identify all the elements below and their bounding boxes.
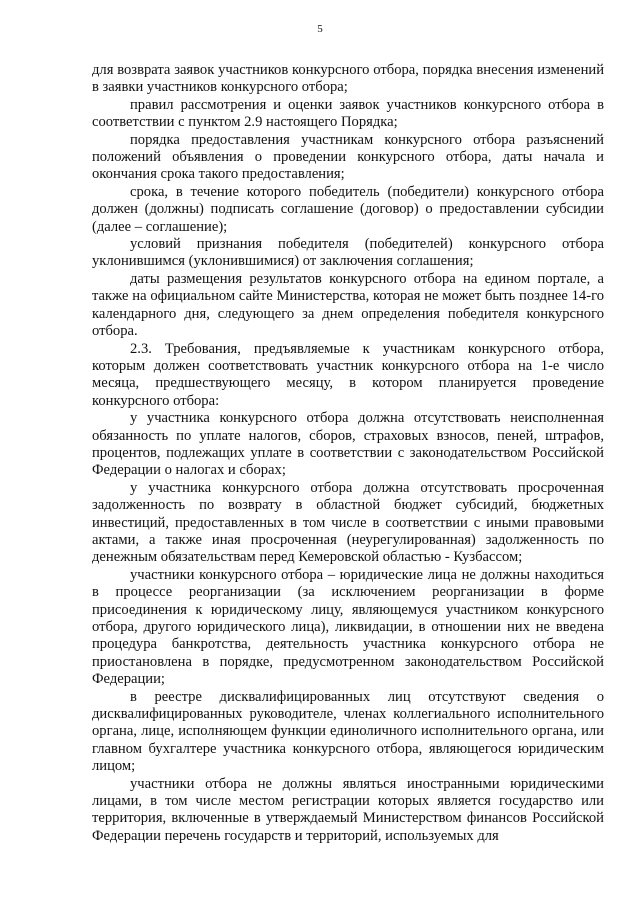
paragraph: для возврата заявок участников конкурсного отбора, порядка внесения изменений в заявки участников конкурсного отбора; bbox=[92, 62, 604, 96]
paragraph: условий признания победителя (победителей) конкурсного отбора уклонившимся (уклонившимися) от заключения соглашения; bbox=[92, 236, 604, 270]
paragraph: правил рассмотрения и оценки заявок участников конкурсного отбора в соответствии с пунктом 2.9 настоящего Порядка; bbox=[92, 96, 604, 131]
paragraph: участники конкурсного отбора – юридические лица не должны находиться в процессе реорганизации (за исключением реорганизации в форме присоединения к юридическому лицу, являющемуся участником конкурсного отбора, другого юридического лица), ликвидации, в отношении них не введена процедура банкротства, деятельность участника конкурсного отбора не приостановлена в порядке, предусмотренном законодательством Российской Федерации; bbox=[92, 566, 604, 688]
paragraph: участники отбора не должны являться иностранными юридическими лицами, в том числе местом регистрации которых является государство или территория, включенные в утверждаемый Министерством финансов Российской Федерации перечень государств и территорий, используемых для bbox=[92, 775, 604, 844]
paragraph: в реестре дисквалифицированных лиц отсутствуют сведения о дисквалифицированных руководителе, членах коллегиального исполнительного органа, лице, исполняющем функции единоличного исполнительного органа, или главном бухгалтере участника конкурсного отбора, являющегося юридическим лицом; bbox=[92, 688, 604, 775]
paragraph: срока, в течение которого победитель (победители) конкурсного отбора должен (должны) подписать соглашение (договор) о предоставлении субсидии (далее – соглашение); bbox=[92, 183, 604, 235]
page-number: 5 bbox=[317, 23, 323, 35]
document-body bbox=[92, 62, 604, 845]
paragraph: 2.3. Требования, предъявляемые к участникам конкурсного отбора, которым должен соответствовать участник конкурсного отбора на 1-е число месяца, предшествующего месяцу, в котором планируется проведение конкурсного отбора: bbox=[92, 340, 604, 409]
paragraph: у участника конкурсного отбора должна отсутствовать неисполненная обязанность по уплате налогов, сборов, страховых взносов, пеней, штрафов, процентов, подлежащих уплате в соответствии с законодательством Российской Федерации о налогах и сборах; bbox=[92, 410, 604, 479]
paragraph: порядка предоставления участникам конкурсного отбора разъяснений положений объявления о проведении конкурсного отбора, даты начала и окончания срока такого предоставления; bbox=[92, 131, 604, 183]
paragraph: даты размещения результатов конкурсного отбора на едином портале, а также на официальном сайте Министерства, которая не может быть позднее 14-го календарного дня, следующего за днем определения победителя конкурсного отбора. bbox=[92, 270, 604, 340]
paragraph: у участника конкурсного отбора должна отсутствовать просроченная задолженность по возврату в областной бюджет субсидий, бюджетных инвестиций, предоставленных в том числе в соответствии с иными правовыми актами, а также иная просроченная (неурегулированная) задолженность по денежным обязательствам перед Кемеровской областью - Кузбассом; bbox=[92, 479, 604, 566]
